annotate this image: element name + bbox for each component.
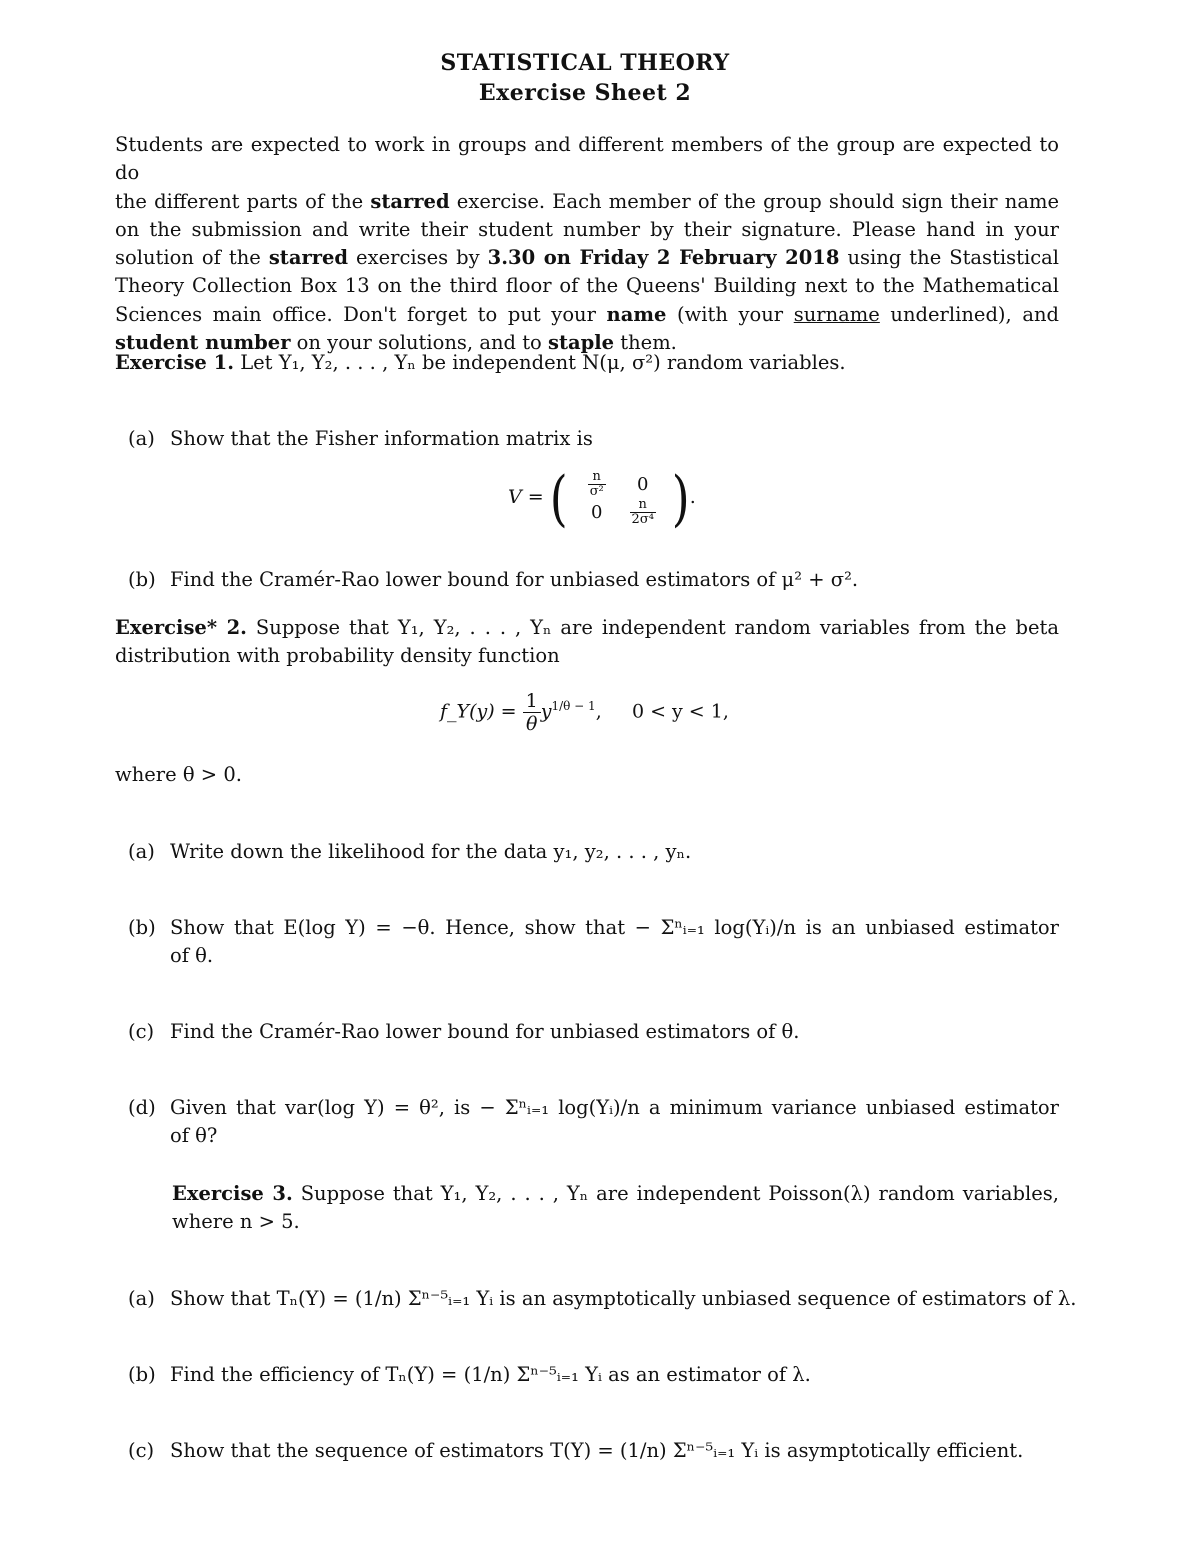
exercise-2b: (b) Show that E(log Y) = −θ. Hence, show that − Σⁿᵢ₌₁ log(Yᵢ)/n is an unbiased estimator of θ. [128, 916, 1059, 968]
exercise-2-where: where θ > 0. [115, 763, 242, 786]
exercise-1-heading: Exercise 1. [115, 351, 234, 374]
exercise-3b: (b) Find the efficiency of Tₙ(Y) = (1/n) Σⁿ⁻⁵ᵢ₌₁ Yᵢ as an estimator of λ. [128, 1363, 811, 1386]
instructions-paragraph [115, 131, 1059, 357]
document-subtitle: Exercise Sheet 2 [478, 80, 692, 106]
exercise-2-statement: Exercise* 2. Suppose that Y₁, Y₂, . . . , Yₙ are independent random variables from the beta distribution with probability density function [115, 616, 1059, 668]
exercise-2a: (a) Write down the likelihood for the data y₁, y₂, . . . , yₙ. [128, 840, 692, 863]
exercise-2c: (c) Find the Cramér-Rao lower bound for unbiased estimators of θ. [128, 1020, 800, 1043]
exercise-1-statement [115, 349, 846, 377]
exercise-3-statement: Exercise 3. Suppose that Y₁, Y₂, . . . , Yₙ are independent Poisson(λ) random variables, where n > 5. [172, 1182, 1060, 1234]
exercise-2-heading: Exercise* 2. [115, 616, 247, 639]
fisher-matrix: $\frac{n}{\text{σ²}}$ 0 0 $\frac{n}{\text{2σ⁴}}$ [589, 468, 654, 527]
intro-line-3: on the submission and write their student number by their signature. Please hand in your [115, 217, 1059, 241]
intro-line-6: Sciences main office. Don't forget to put your name (with your surname underlined), and [115, 302, 1059, 326]
intro-line-7: student number on your solutions, and to staple them. [115, 331, 677, 355]
beta-pdf-equation: f_Y(y) = $\frac{1}{\theta}y^{1/\theta - 1}$, 0 < y < 1, [440, 690, 729, 735]
exercise-3c: (c) Show that the sequence of estimators T(Y) = (1/n) Σⁿ⁻⁵ᵢ₌₁ Yᵢ is asymptotically efficient. [128, 1439, 1024, 1462]
part-label: (a) [128, 427, 155, 450]
exercise-3-heading: Exercise 3. [172, 1182, 293, 1205]
intro-line-1: Students are expected to work in groups and different members of the group are expected to do [115, 133, 1059, 185]
exercise-3a: (a) Show that Tₙ(Y) = (1/n) Σⁿ⁻⁵ᵢ₌₁ Yᵢ is an asymptotically unbiased sequence of estimators of λ. [128, 1287, 1077, 1310]
intro-line-5: Theory Collection Box 13 on the third floor of the Queens' Building next to the Mathematical [115, 274, 1059, 298]
intro-line-2: the different parts of the starred exercise. Each member of the group should sign their name [115, 189, 1059, 213]
deadline-emphasis: 3.30 on Friday 2 February 2018 [487, 246, 840, 270]
exercise-1a: (a) Show that the Fisher information matrix is [128, 425, 593, 453]
document-title: STATISTICAL THEORY [440, 50, 730, 76]
part-label: (b) [128, 568, 156, 591]
surname-underlined: surname [793, 302, 880, 326]
exercise-1b: (b) Find the Cramér-Rao lower bound for unbiased estimators of μ² + σ². [128, 566, 858, 594]
fisher-matrix-equation: V = ( $\frac{n}{\text{σ²}}$ 0 0 $\frac{n}{\text{2σ⁴}}$ ). [508, 462, 696, 534]
starred-emphasis: starred [370, 189, 450, 213]
exercise-1-text: Let Y₁, Y₂, . . . , Yₙ be independent N(μ, σ²) random variables. [240, 351, 846, 374]
exercise-2d: (d) Given that var(log Y) = θ², is − Σⁿᵢ₌₁ log(Yᵢ)/n a minimum variance unbiased estimator of θ? [128, 1096, 1059, 1148]
intro-line-4: solution of the starred exercises by 3.30 on Friday 2 February 2018 using the Stastistical [115, 246, 1060, 270]
